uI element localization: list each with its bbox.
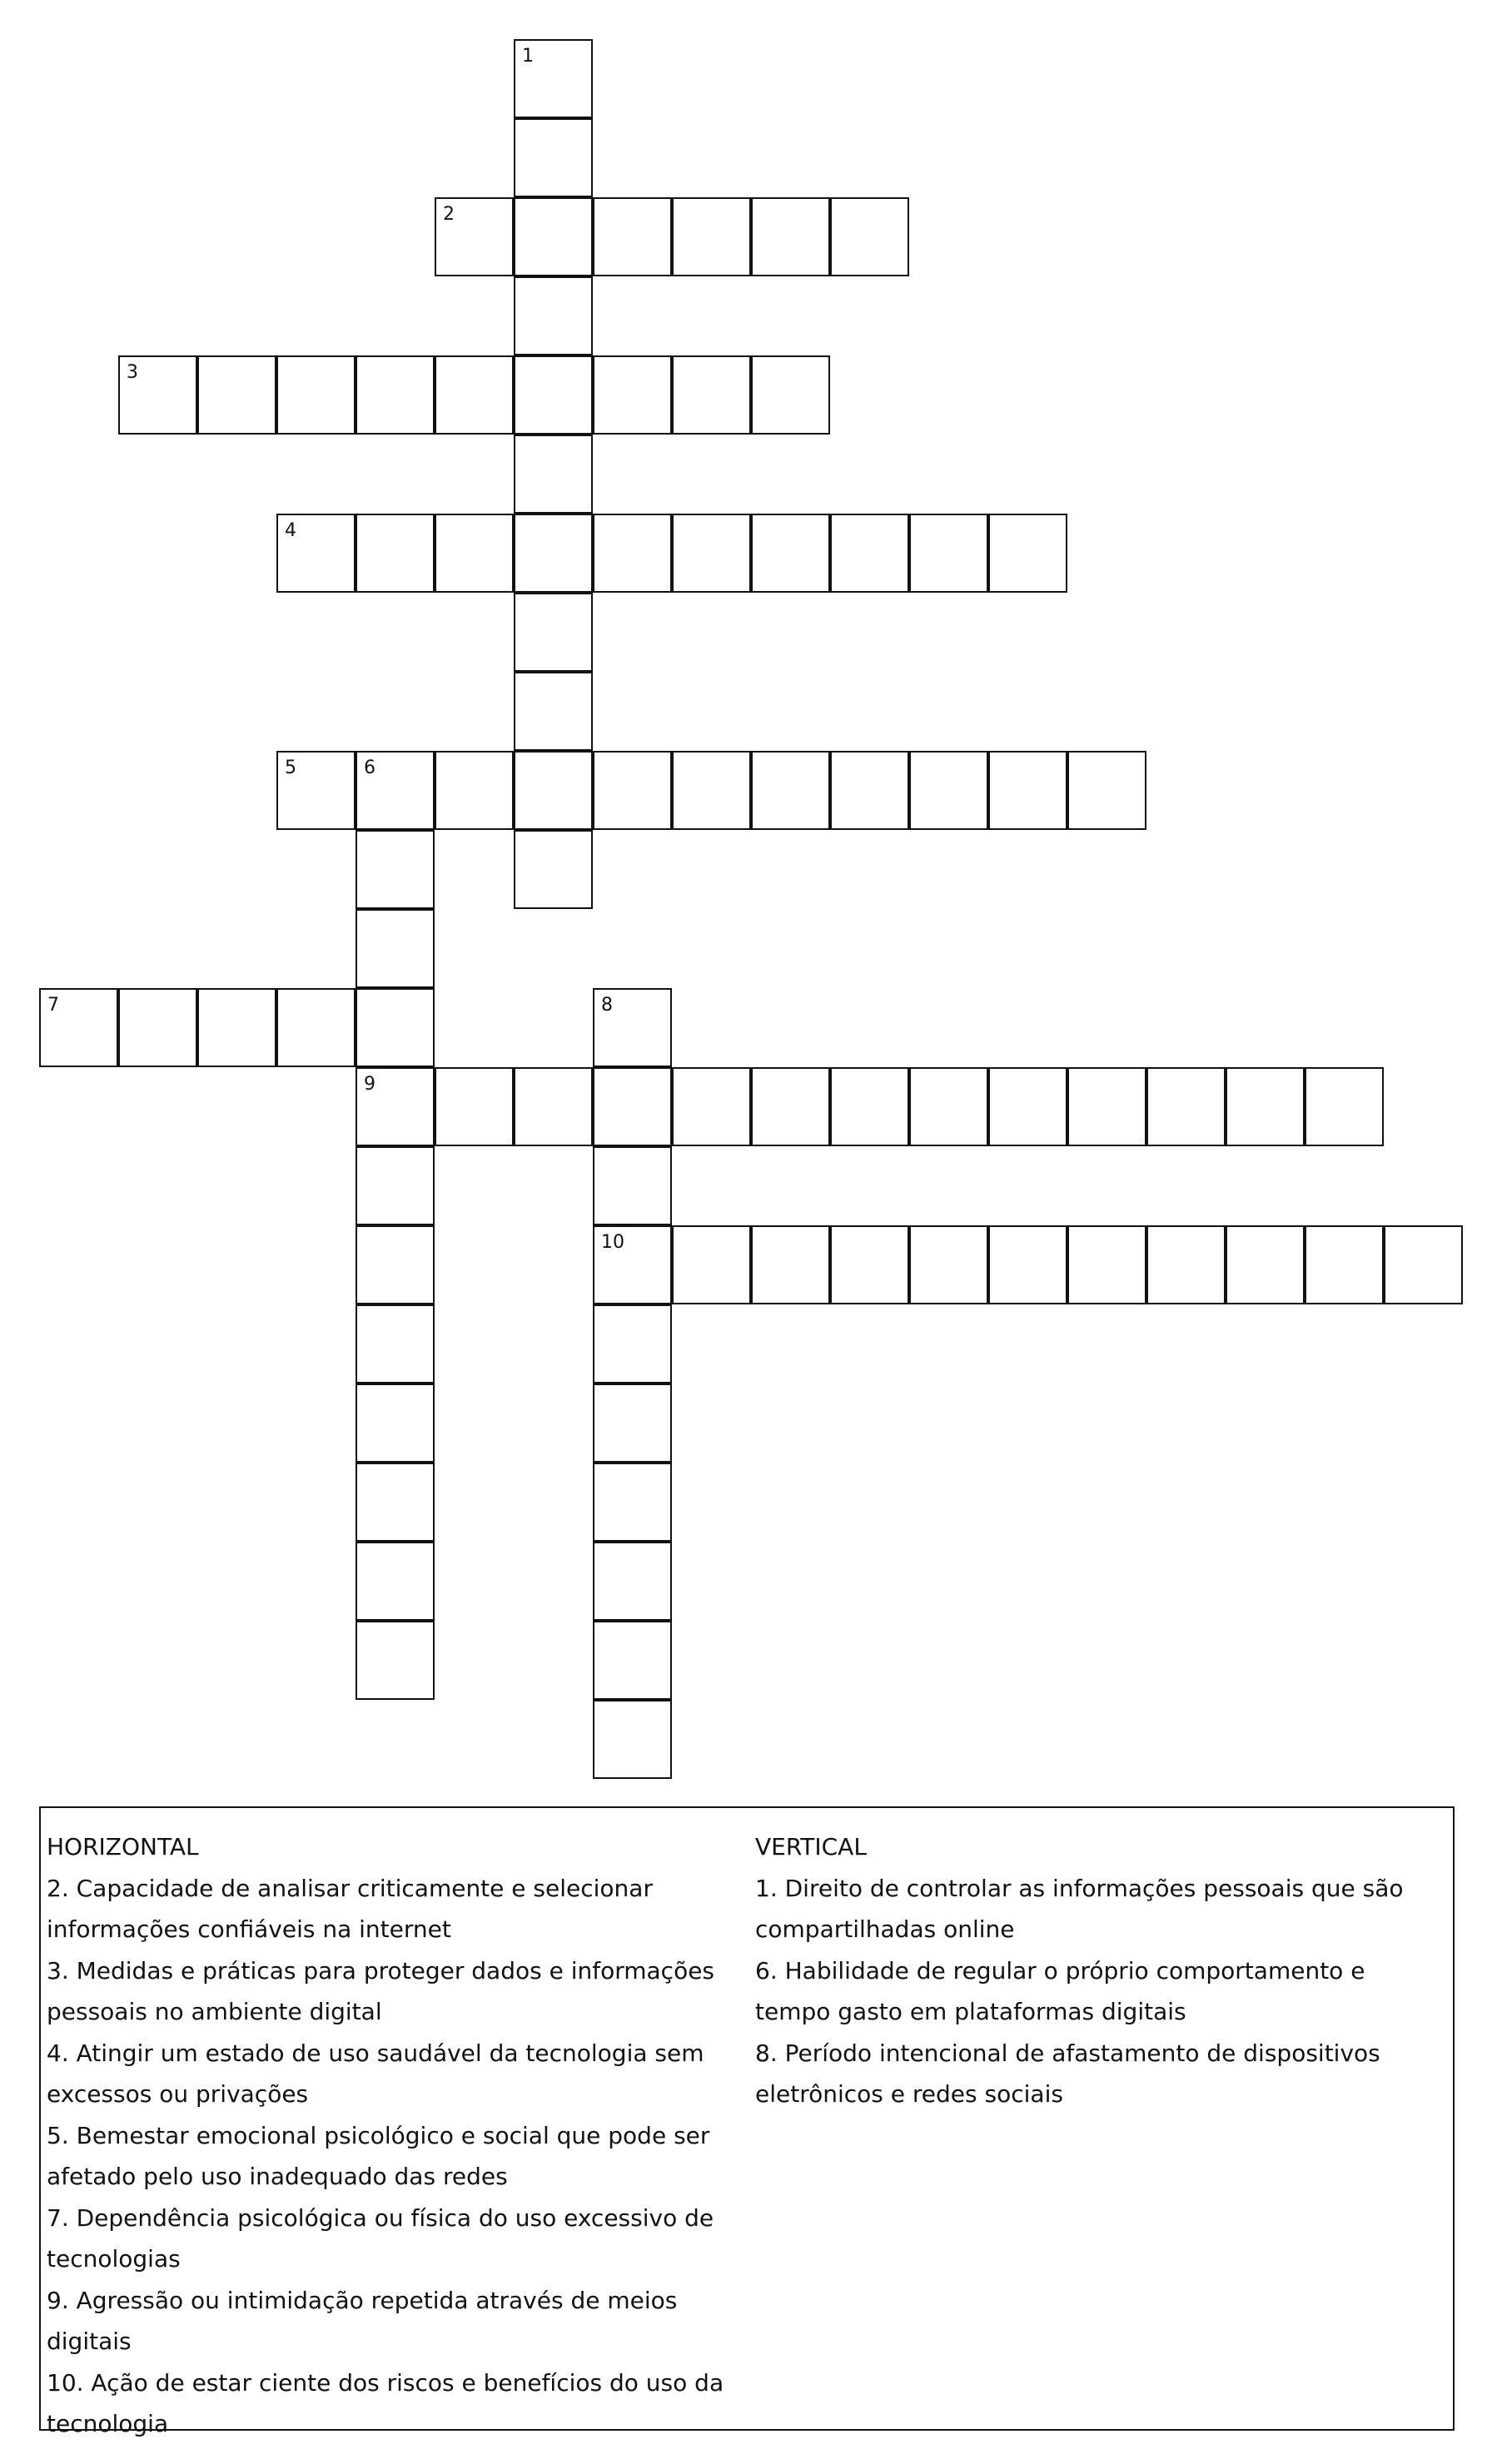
grid-cell[interactable] <box>830 751 909 830</box>
grid-cell[interactable] <box>672 514 751 593</box>
grid-cell[interactable] <box>593 1146 672 1225</box>
clue-horizontal-2: 2. Capacidade de analisar criticamente e selecionar informações confiáveis na internet <box>47 1874 653 1943</box>
grid-cell[interactable] <box>514 355 593 435</box>
clue-vertical-8: 8. Período intencional de afastamento de dispositivos eletrônicos e redes sociais <box>755 2039 1380 2108</box>
grid-cell[interactable] <box>356 514 435 593</box>
clue-vertical-1: 1. Direito de controlar as informações pessoais que são compartilhadas online <box>755 1874 1404 1943</box>
vertical-title: VERTICAL <box>755 1833 867 1860</box>
grid-cell[interactable] <box>435 514 514 593</box>
grid-cell[interactable] <box>356 830 435 909</box>
grid-cell[interactable] <box>909 751 988 830</box>
grid-cell[interactable] <box>1146 1225 1226 1304</box>
grid-cell[interactable] <box>593 1463 672 1542</box>
grid-cell[interactable] <box>356 355 435 435</box>
clue-number: 8 <box>601 995 613 1016</box>
grid-cell[interactable] <box>988 1225 1067 1304</box>
grid-cell[interactable] <box>356 1384 435 1463</box>
grid-cell[interactable] <box>1305 1225 1384 1304</box>
grid-cell[interactable] <box>276 751 356 830</box>
grid-cell[interactable] <box>197 355 276 435</box>
clue-number: 2 <box>443 204 455 225</box>
grid-cell[interactable] <box>830 514 909 593</box>
grid-cell[interactable] <box>593 1542 672 1621</box>
grid-cell[interactable] <box>751 1067 830 1146</box>
clue-horizontal-5: 5. Bemestar emocional psicológico e social que pode ser afetado pelo uso inadequado das redes <box>47 2121 710 2190</box>
grid-cell[interactable] <box>593 1225 672 1304</box>
grid-cell[interactable] <box>988 751 1067 830</box>
grid-cell[interactable] <box>356 988 435 1067</box>
grid-cell[interactable] <box>514 276 593 355</box>
grid-cell[interactable] <box>909 1225 988 1304</box>
grid-cell[interactable] <box>593 1304 672 1384</box>
grid-cell[interactable] <box>830 1225 909 1304</box>
grid-cell[interactable] <box>118 355 197 435</box>
clue-horizontal-10: 10. Ação de estar ciente dos riscos e benefícios do uso da tecnologia <box>47 2368 724 2437</box>
clue-number: 6 <box>364 758 375 778</box>
grid-cell[interactable] <box>39 988 118 1067</box>
grid-cell[interactable] <box>593 1067 672 1146</box>
clue-number: 5 <box>285 758 296 778</box>
grid-cell[interactable] <box>1226 1225 1305 1304</box>
clue-horizontal-9: 9. Agressão ou intimidação repetida através de meios digitais <box>47 2286 678 2355</box>
grid-cell[interactable] <box>751 514 830 593</box>
grid-cell[interactable] <box>988 1067 1067 1146</box>
grid-cell[interactable] <box>1384 1225 1463 1304</box>
grid-cell[interactable] <box>118 988 197 1067</box>
clue-horizontal-7: 7. Dependência psicológica ou física do uso excessivo de tecnologias <box>47 2203 714 2273</box>
clue-number: 9 <box>364 1074 375 1095</box>
grid-cell[interactable] <box>514 118 593 197</box>
vertical-clues <box>755 1826 1438 2115</box>
grid-cell[interactable] <box>435 197 514 276</box>
grid-cell[interactable] <box>672 751 751 830</box>
grid-cell[interactable] <box>514 39 593 118</box>
grid-cell[interactable] <box>672 1067 751 1146</box>
grid-cell[interactable] <box>514 830 593 909</box>
grid-cell[interactable] <box>356 1146 435 1225</box>
grid-cell[interactable] <box>276 988 356 1067</box>
grid-cell[interactable] <box>356 1621 435 1700</box>
grid-cell[interactable] <box>356 1067 435 1146</box>
clue-number: 1 <box>522 46 534 67</box>
grid-cell[interactable] <box>593 355 672 435</box>
grid-cell[interactable] <box>514 514 593 593</box>
grid-cell[interactable] <box>593 1384 672 1463</box>
grid-cell[interactable] <box>988 514 1067 593</box>
grid-cell[interactable] <box>1305 1067 1384 1146</box>
grid-cell[interactable] <box>593 514 672 593</box>
grid-cell[interactable] <box>830 197 909 276</box>
grid-cell[interactable] <box>435 751 514 830</box>
grid-cell[interactable] <box>514 197 593 276</box>
grid-cell[interactable] <box>356 1225 435 1304</box>
grid-cell[interactable] <box>672 355 751 435</box>
grid-cell[interactable] <box>514 672 593 751</box>
clue-vertical-6: 6. Habilidade de regular o próprio comportamento e tempo gasto em plataformas digitais <box>755 1956 1365 2025</box>
clue-horizontal-4: 4. Atingir um estado de uso saudável da tecnologia sem excessos ou privações <box>47 2039 704 2108</box>
grid-cell[interactable] <box>909 1067 988 1146</box>
grid-cell[interactable] <box>435 355 514 435</box>
grid-cell[interactable] <box>593 751 672 830</box>
grid-cell[interactable] <box>593 988 672 1067</box>
clues-box <box>39 1806 1455 2437</box>
grid-cell[interactable] <box>1067 1225 1146 1304</box>
grid-cell[interactable] <box>672 1225 751 1304</box>
clue-number: 3 <box>127 362 138 383</box>
grid-cell[interactable] <box>751 197 830 276</box>
grid-cell[interactable] <box>276 514 356 593</box>
grid-cell[interactable] <box>751 1225 830 1304</box>
grid-cell[interactable] <box>672 197 751 276</box>
grid-cell[interactable] <box>356 751 435 830</box>
clue-number: 4 <box>285 520 296 541</box>
grid-cell[interactable] <box>356 1542 435 1621</box>
grid-cell[interactable] <box>1067 1067 1146 1146</box>
grid-cell[interactable] <box>514 1067 593 1146</box>
grid-cell[interactable] <box>751 751 830 830</box>
grid-cell[interactable] <box>514 435 593 514</box>
horizontal-title: HORIZONTAL <box>47 1833 199 1860</box>
grid-cell[interactable] <box>1067 751 1146 830</box>
clue-horizontal-3: 3. Medidas e práticas para proteger dados e informações pessoais no ambiente digital <box>47 1956 715 2025</box>
clue-number: 7 <box>47 995 59 1016</box>
horizontal-clues <box>47 1826 754 2445</box>
grid-cell[interactable] <box>751 355 830 435</box>
grid-cell[interactable] <box>514 751 593 830</box>
grid-cell[interactable] <box>356 1304 435 1384</box>
grid-cell[interactable] <box>435 1067 514 1146</box>
grid-cell[interactable] <box>1146 1067 1226 1146</box>
grid-cell[interactable] <box>1226 1067 1305 1146</box>
grid-cell[interactable] <box>197 988 276 1067</box>
clue-number: 10 <box>601 1232 624 1253</box>
grid-cell[interactable] <box>593 1700 672 1779</box>
grid-cell[interactable] <box>593 197 672 276</box>
grid-cell[interactable] <box>514 593 593 672</box>
grid-cell[interactable] <box>909 514 988 593</box>
grid-cell[interactable] <box>356 909 435 988</box>
grid-cell[interactable] <box>356 1463 435 1542</box>
grid-cell[interactable] <box>830 1067 909 1146</box>
grid-cell[interactable] <box>593 1621 672 1700</box>
grid-cell[interactable] <box>276 355 356 435</box>
